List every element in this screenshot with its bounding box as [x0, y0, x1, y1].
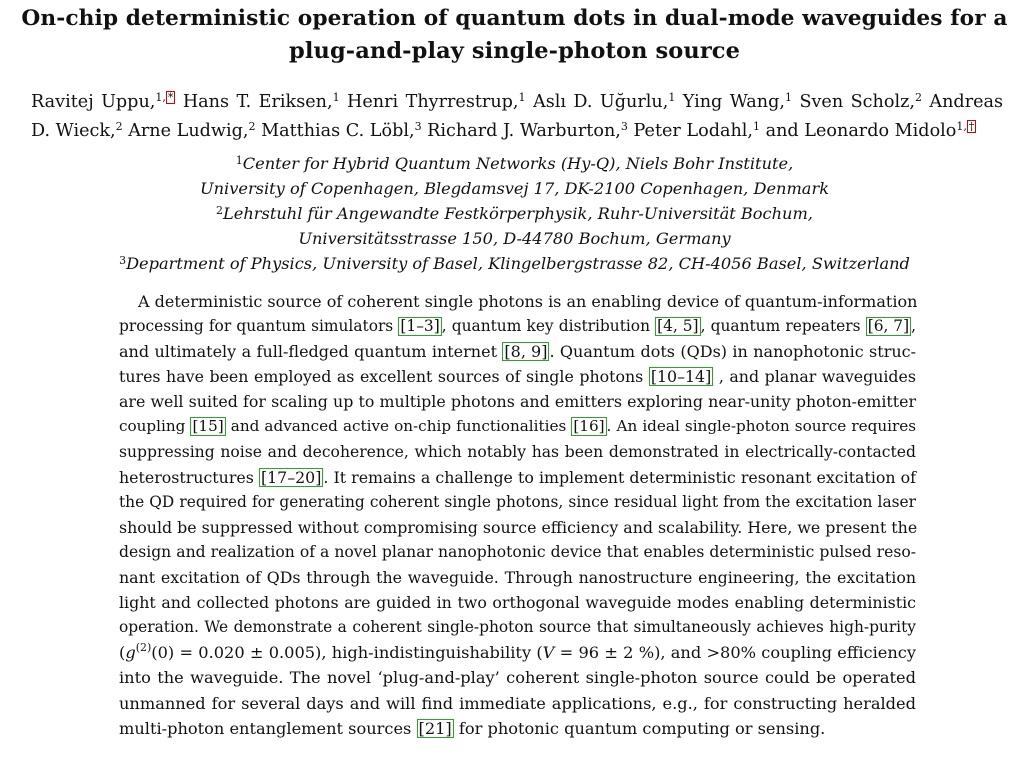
abstract-line: design and realization of a novel planar nanophotonic device that enables deterministic pulsed reso- [119, 542, 916, 561]
author-thyrrestrup: Henri Thyrrestrup,$^1$ [347, 91, 526, 112]
title-line-1: On-chip deterministic operation of quantum dots in dual-mode waveguides for a [21, 6, 1008, 31]
citation-link-10-14[interactable]: [10–14] [650, 367, 712, 387]
affiliation-2-line-1: $^2$Lehrstuhl für Angewandte Festkörperphysik, Ruhr-Universität Bochum, [216, 204, 813, 223]
abstract-line: into the waveguide. The novel ‘plug-and-play’ coherent single-photon source could be operated [119, 668, 916, 688]
citation-link-21[interactable]: [21] [418, 718, 452, 738]
author-ludwig: Arne Ludwig,$^2$ [128, 120, 256, 141]
footnote-dagger-link[interactable]: † [968, 120, 975, 133]
abstract-line: light and collected photons are guided in two orthogonal waveguide modes enabling deterministic [119, 593, 916, 613]
author-line-2 [31, 117, 1003, 146]
abstract-line: heterostructures [17–20] . It remains a challenge to implement deterministic resonant excitation of [119, 467, 916, 487]
author-warburton: Richard J. Warburton,$^3$ [427, 120, 628, 141]
citation-link-6-7[interactable]: [6, 7] [867, 317, 910, 336]
and-word: and [765, 121, 799, 141]
citation-link-8-9[interactable]: [8, 9] [504, 342, 548, 362]
author-lobl: Matthias C. Löbl,$^3$ [261, 120, 422, 141]
author-midolo: Leonardo Midolo$^{1,}$ † [804, 120, 975, 141]
citation-link-4-5[interactable]: [4, 5] [657, 317, 699, 336]
author-scholz: Sven Scholz,$^2$ [799, 91, 922, 112]
author-line-1 [31, 88, 1003, 117]
author-uppu: Ravitej Uppu,$^{1,}$ * [31, 91, 174, 112]
title-line-2: plug-and-play single-photon source [289, 38, 740, 64]
author-list [31, 88, 1003, 146]
citation-link-17-20[interactable]: [17–20] [260, 467, 322, 487]
abstract-line: operation. We demonstrate a coherent single-photon source that simultaneously achieves high-purity [119, 618, 916, 637]
abstract-line: nant excitation of QDs through the waveguide. Through nanostructure engineering, the excitation [119, 568, 916, 588]
author-wang: Ying Wang,$^1$ [682, 91, 792, 112]
abstract-paragraph [119, 289, 916, 741]
author-wieck-first: Andreas [929, 92, 1004, 112]
footnote-star-link[interactable]: * [167, 91, 174, 104]
abstract-line: unmanned for several days and will find immediate applications, e.g., for constructing heralded [119, 693, 916, 713]
abstract-line: multi-photon entanglement sources [21] for photonic quantum computing or sensing. [119, 718, 826, 738]
affiliations [20, 151, 1009, 276]
abstract-line: and ultimately a full-fledged quantum internet [8, 9] . Quantum dots (QDs) in nanophotonic struc- [119, 342, 917, 362]
abstract-line: $(g^{(2)}(0) = 0.020 \pm 0.005)$, high-indistinguishability (V = 96 ± 2 %), and >80% coupling efficiency [119, 641, 916, 663]
citation-link-15[interactable]: [15] [192, 417, 224, 436]
abstract-line: the QD required for generating coherent single photons, since residual light from the excitation laser [119, 492, 916, 511]
citation-link-16[interactable]: [16] [573, 417, 605, 436]
affiliation-2-line-2: Universitätsstrasse 150, D-44780 Bochum, Germany [298, 229, 731, 248]
abstract-line: tures have been employed as excellent sources of single photons [10–14] , and planar waveguides [119, 367, 916, 387]
abstract-line: suppressing noise and decoherence, which notably has been demonstrated in electrically-contacted [119, 442, 916, 461]
citation-link-1-3[interactable]: [1–3] [400, 317, 440, 336]
author-ugurlu: Aslı D. Uğurlu,$^1$ [532, 91, 676, 112]
author-eriksen: Hans T. Eriksen,$^1$ [182, 91, 340, 112]
abstract-line: are well suited for scaling up to multiple photons and emitters exploring near-unity photon-emitter [119, 392, 916, 412]
author-wieck: D. Wieck,$^2$ [31, 120, 123, 141]
abstract-line: processing for quantum simulators [1–3] , quantum key distribution [4, 5] , quantum repeaters [6, 7] , [119, 317, 916, 336]
paper-title [20, 2, 1009, 68]
abstract-line: A deterministic source of coherent single photons is an enabling device of quantum-information [138, 292, 918, 311]
affiliation-1-line-1: $^1$Center for Hybrid Quantum Networks (Hy-Q), Niels Bohr Institute, [235, 154, 794, 173]
affiliation-1-line-2: University of Copenhagen, Blegdamsvej 17, DK-2100 Copenhagen, Denmark [199, 179, 830, 198]
abstract-line: should be suppressed without compromising source efficiency and scalability. Here, we present the [119, 517, 918, 537]
author-lodahl: Peter Lodahl,$^1$ [633, 120, 761, 141]
affiliation-3: $^3$Department of Physics, University of Basel, Klingelbergstrasse 82, CH-4056 Basel, Switzerland [119, 254, 910, 273]
abstract-line: coupling [15] and advanced active on-chip functionalities [16] . An ideal single-photon source requires [119, 417, 917, 436]
